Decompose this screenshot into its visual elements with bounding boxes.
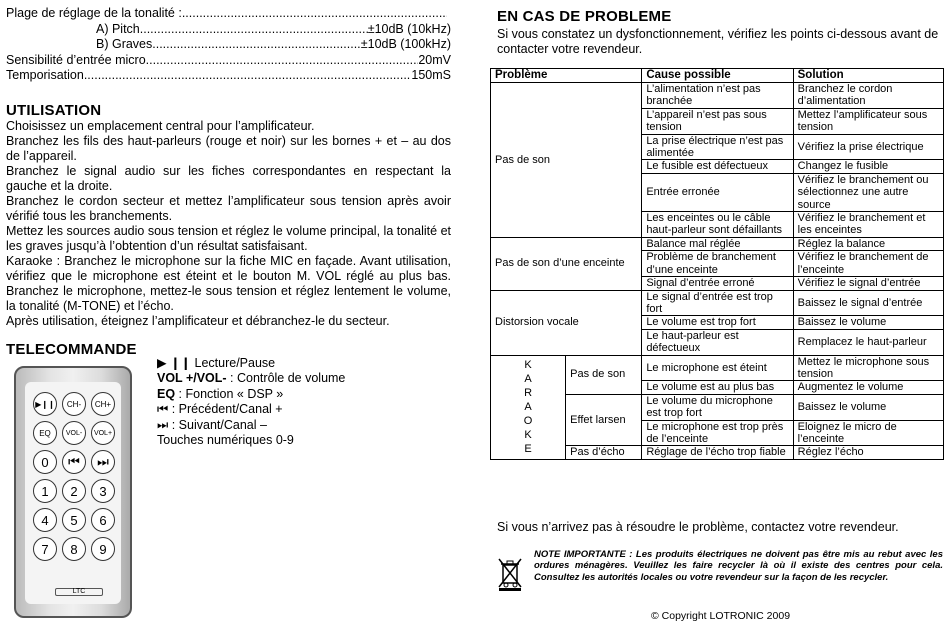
utilisation-text — [6, 119, 451, 329]
probleme-intro: Si vous constatez un dysfonctionnement, vérifiez les points ci-dessous avant de contacter votre revendeur. — [497, 27, 939, 56]
solution-cell: Vérifiez le branchement ou sélectionnez une autre source — [793, 173, 943, 211]
problem-cell: Pas de son d’une enceinte — [491, 237, 642, 290]
solution-cell: Vérifiez le branchement et les enceintes — [793, 212, 943, 238]
spec-row — [6, 6, 451, 22]
contact-reseller-text: Si vous n’arrivez pas à résoudre le problème, contactez votre revendeur. — [497, 520, 899, 534]
karaoke-problem-cell: Effet larsen — [566, 394, 642, 446]
command-description: : Contrôle de volume — [226, 371, 346, 386]
solution-cell: Vérifiez la prise électrique — [793, 134, 943, 160]
troubleshooting-table — [490, 68, 944, 460]
spec-leader-dots — [140, 22, 368, 38]
remote-control-illustration — [14, 366, 132, 618]
spec-row — [6, 68, 451, 84]
remote-button: ⏭ — [91, 450, 115, 474]
problem-cell: Distorsion vocale — [491, 290, 642, 355]
utilisation-paragraph: Branchez le cordon secteur et mettez l’amplificateur sous tension après avoir vérifié tous les branchements. — [6, 193, 451, 223]
utilisation-paragraph: Branchez le signal audio sur les fiches correspondantes en respectant la gauche et la droite. — [6, 163, 451, 193]
remote-button: 4 — [33, 508, 57, 532]
solution-cell: Augmentez le volume — [793, 381, 943, 394]
spec-value: ±10dB (10kHz) — [367, 21, 451, 36]
table-row — [491, 355, 944, 381]
command-description: Lecture/Pause — [191, 356, 276, 370]
karaoke-cell — [491, 355, 566, 459]
karaoke-letter: E — [524, 443, 532, 456]
cause-cell: Le microphone est trop près de l’enceinte — [642, 420, 793, 446]
remote-button: CH+ — [91, 392, 115, 416]
spec-leader-dots — [146, 53, 419, 69]
karaoke-letter: R — [524, 387, 533, 400]
solution-cell: Remplacez le haut-parleur — [793, 329, 943, 355]
utilisation-section — [6, 102, 451, 329]
spec-label: Plage de réglage de la tonalité : — [6, 6, 182, 20]
table-row — [491, 237, 944, 250]
cause-cell: Le volume du microphone est trop fort — [642, 394, 793, 420]
telecommande-section — [6, 341, 451, 358]
solution-cell: Mettez l’amplificateur sous tension — [793, 108, 943, 134]
utilisation-paragraph: Choisissez un emplacement central pour l’amplificateur. — [6, 118, 315, 133]
spec-label: B) Graves — [96, 37, 153, 51]
spec-label: A) Pitch — [96, 21, 140, 36]
cause-cell: Entrée erronée — [642, 173, 793, 211]
remote-button: 1 — [33, 479, 57, 503]
cause-cell: Le volume est trop fort — [642, 316, 793, 329]
specifications — [6, 6, 451, 84]
cause-cell: L’alimentation n’est pas branchée — [642, 83, 793, 109]
cause-cell: Le haut-parleur est défectueux — [642, 329, 793, 355]
remote-command — [157, 418, 345, 433]
cause-cell: Les enceintes ou le câble haut-parleur sont défaillants — [642, 212, 793, 238]
karaoke-letter: K — [524, 429, 532, 442]
cause-cell: Le volume est au plus bas — [642, 381, 793, 394]
command-key: VOL +/VOL- — [157, 371, 227, 386]
solution-cell: Baissez le volume — [793, 394, 943, 420]
left-column — [6, 6, 451, 358]
command-description: : Suivant/Canal – — [168, 417, 267, 432]
remote-command — [157, 433, 345, 448]
karaoke-problem-cell: Pas d’écho — [566, 446, 642, 459]
remote-button: VOL+ — [91, 421, 115, 445]
remote-button: 3 — [91, 479, 115, 503]
karaoke-letter: O — [523, 415, 533, 428]
spec-value: ±10dB (100kHz) — [360, 37, 451, 51]
cause-cell: Balance mal réglée — [642, 237, 793, 250]
solution-cell: Eloignez le micro de l’enceinte — [793, 420, 943, 446]
table-row — [491, 83, 944, 109]
command-description: : Précédent/Canal + — [168, 402, 283, 417]
spec-label: Temporisation — [6, 68, 84, 82]
spec-leader-dots — [152, 37, 361, 53]
remote-button: ▶❙❙ — [33, 392, 57, 416]
cause-cell: Le fusible est défectueux — [642, 160, 793, 173]
karaoke-letter: A — [524, 373, 532, 386]
spec-row — [6, 53, 451, 69]
karaoke-problem-cell: Pas de son — [566, 355, 642, 394]
spec-row — [6, 22, 451, 38]
utilisation-title: UTILISATION — [6, 101, 102, 119]
remote-face — [25, 382, 121, 604]
command-description: Touches numériques 0-9 — [157, 433, 294, 448]
cause-cell: Le microphone est éteint — [642, 355, 793, 381]
spec-leader-dots — [84, 68, 412, 84]
telecommande-title: TELECOMMANDE — [6, 340, 137, 358]
utilisation-paragraph: Mettez les sources audio sous tension et réglez le volume principal, la tonalité et les graves jusqu’à l’obtention d’un résultat satisfaisant. — [6, 223, 451, 253]
solution-cell: Vérifiez le branchement de l’enceinte — [793, 251, 943, 277]
solution-cell: Réglez l’écho — [793, 446, 943, 459]
remote-button: 5 — [62, 508, 86, 532]
solution-cell: Réglez la balance — [793, 237, 943, 250]
utilisation-paragraph: Karaoke : Branchez le microphone sur la fiche MIC en façade. Avant utilisation, vérifiez que le microphone est éteint et le bouton M. VOL réglé au plus bas. Branchez le microphone, mettez-le sous tension et réglez lentement le volume, la tonalité (M-TONE) et l’écho. — [6, 253, 451, 313]
remote-command — [157, 356, 345, 371]
remote-button: 8 — [62, 537, 86, 561]
header-cause: Cause possible — [642, 69, 793, 83]
table-header-row — [491, 69, 944, 83]
command-key: ▶ ❙❙ — [157, 356, 192, 370]
spec-leader-dots — [182, 6, 447, 22]
remote-button: 7 — [33, 537, 57, 561]
header-solution: Solution — [793, 69, 943, 83]
karaoke-letter: K — [524, 359, 532, 372]
karaoke-letter: A — [524, 401, 532, 414]
remote-button: 2 — [62, 479, 86, 503]
remote-button: CH- — [62, 392, 86, 416]
remote-button: 0 — [33, 450, 57, 474]
remote-button: 9 — [91, 537, 115, 561]
remote-button: VOL- — [62, 421, 86, 445]
probleme-title: EN CAS DE PROBLEME — [497, 8, 672, 25]
command-key: EQ — [157, 386, 176, 401]
solution-cell: Branchez le cordon d’alimentation — [793, 83, 943, 109]
cause-cell: Problème de branchement d’une enceinte — [642, 251, 793, 277]
right-column — [497, 8, 945, 57]
solution-cell: Baissez le signal d’entrée — [793, 290, 943, 316]
cause-cell: Signal d’entrée erroné — [642, 277, 793, 290]
utilisation-paragraph: Après utilisation, éteignez l’amplificateur et débranchez-le du secteur. — [6, 313, 390, 328]
solution-cell: Baissez le volume — [793, 316, 943, 329]
utilisation-paragraph: Branchez les fils des haut-parleurs (rouge et noir) sur les bornes + et – au dos de l’appareil. — [6, 133, 451, 163]
copyright: © Copyright LOTRONIC 2009 — [651, 610, 791, 622]
remote-button: 6 — [91, 508, 115, 532]
command-key: ⏮ — [157, 402, 169, 417]
problem-cell: Pas de son — [491, 83, 642, 238]
remote-command — [157, 371, 345, 386]
command-key: ⏭ — [157, 417, 169, 432]
solution-cell: Changez le fusible — [793, 160, 943, 173]
solution-cell: Mettez le microphone sous tension — [793, 355, 943, 381]
table-row — [491, 290, 944, 316]
cause-cell: L’appareil n’est pas sous tension — [642, 108, 793, 134]
spec-label: Sensibilité d’entrée micro — [6, 52, 146, 67]
spec-row — [6, 37, 451, 53]
crossed-bin-icon — [497, 557, 523, 591]
cause-cell: La prise électrique n’est pas alimentée — [642, 134, 793, 160]
remote-button: EQ — [33, 421, 57, 445]
solution-cell: Vérifiez le signal d’entrée — [793, 277, 943, 290]
cause-cell: Le signal d’entrée est trop fort — [642, 290, 793, 316]
cause-cell: Réglage de l’écho trop fiable — [642, 446, 793, 459]
remote-command-list — [157, 356, 345, 448]
header-probleme: Problème — [491, 69, 642, 83]
remote-command — [157, 387, 345, 402]
remote-button: ⏮ — [62, 450, 86, 474]
remote-logo: LTC — [55, 588, 103, 596]
command-description: : Fonction « DSP » — [175, 386, 284, 401]
important-note: NOTE IMPORTANTE : Les produits électriques ne doivent pas être mis au rebut avec les ordures ménagères. Veuillez les faire recycler là où il existe des centres pour cela. Consultez les autorités locales ou votre revendeur sur la façon de les recycler. — [534, 549, 943, 583]
spec-value: 150mS — [411, 68, 451, 82]
spec-value: 20mV — [418, 52, 451, 67]
remote-command — [157, 402, 345, 417]
